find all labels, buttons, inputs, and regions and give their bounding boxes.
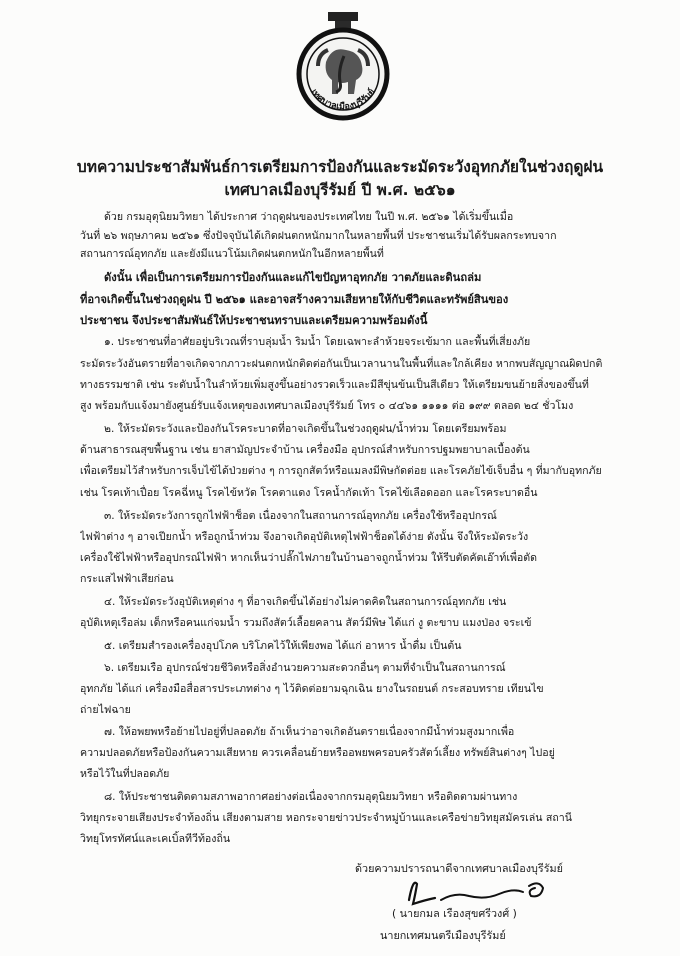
item-8-line: วิทยุกระจายเสียงประจำท้องถิ่น เสียงตามสาย หอกระจายข่าวประจำหมู่บ้านและเครือข่ายวิทยุสมัครเล่น สถานี <box>80 812 572 824</box>
item-2-line: เช่น โรคเท้าเปื่อย โรคฉี่หนู โรคไข้หวัด โรคตาแดง โรคน้ำกัดเท้า โรคไข้เลือดออก และโรคระบาดอื่น <box>80 487 538 499</box>
item-3-line: เครื่องใช้ไฟฟ้าหรืออุปกรณ์ไฟฟ้า หากเห็นว่าปลั๊กไฟภายในบ้านอาจถูกน้ำท่วม ให้รีบตัดคัตเอ๊าท์เพื่อตัด <box>80 552 538 564</box>
item-6-line: ๖. เตรียมเรือ อุปกรณ์ช่วยชีวิตหรือสิ่งอำนวยความสะดวกอื่นๆ ตามที่จำเป็นในสถานการณ์ <box>104 662 506 674</box>
purpose-line: ดังนั้น เพื่อเป็นการเตรียมการป้องกันและแก้ไขปัญหาอุทกภัย วาตภัยและดินถล่ม <box>104 271 482 284</box>
item-1-line: ๑. ประชาชนที่อาศัยอยู่บริเวณที่ราบลุ่มน้ำ ริมน้ำ โดยเฉพาะลำห้วยจระเข้มาก และพื้นที่เสี่ยงภัย <box>104 336 531 348</box>
item-2-line: ๒. ให้ระมัดระวังและป้องกันโรคระบาดที่อาจเกิดขึ้นในช่วงฤดูฝน/น้ำท่วม โดยเตรียมพร้อม <box>104 423 507 435</box>
item-6-line: ถ่ายไฟฉาย <box>80 704 131 716</box>
item-6-line: อุทกภัย ได้แก่ เครื่องมือสื่อสารประเภทต่าง ๆ ไว้ติดต่อยามฉุกเฉิน ยางในรถยนต์ กระสอบทราย เทียนไข <box>80 683 544 695</box>
item-1-line: ทางธรรมชาติ เช่น ระดับน้ำในลำห้วยเพิ่มสูงขึ้นอย่างรวดเร็วและมีสีขุ่นข้นเป็นสีเดียว ให้เตรียมขนย้ายสิ่งของขึ้นที่ <box>80 379 589 391</box>
intro-line: ด้วย กรมอุตุนิยมวิทยา ได้ประกาศ ว่าฤดูฝนของประเทศไทย ในปี พ.ศ. ๒๕๖๑ ได้เริ่มขึ้นเมื่อ <box>104 211 514 223</box>
item-8-line: วิทยุโทรทัศน์และเคเบิ้ลทีวีท้องถิ่น <box>80 833 231 845</box>
intro-line: สถานการณ์อุทกภัย และยังมีแนวโน้มเกิดฝนตกหนักในอีกหลายพื้นที่ <box>80 248 384 260</box>
item-2-line: เพื่อเตรียมไว้สำหรับการเจ็บไข้ได้ป่วยต่าง ๆ การถูกสัตว์หรือแมลงมีพิษกัดต่อย และโรคภัยไข้เจ็บอื่น ๆ ที่มากับอุทกภัย <box>80 465 602 477</box>
item-8-line: ๘. ให้ประชาชนติดตามสภาพอากาศอย่างต่อเนื่องจากกรมอุตุนิยมวิทยา หรือติดตามผ่านทาง <box>104 791 518 803</box>
item-7-line: หรือไว้ในที่ปลอดภัย <box>80 768 170 780</box>
purpose-line: ประชาชน จึงประชาสัมพันธ์ให้ประชาชนทราบและเตรียมความพร้อมดังนี้ <box>80 314 428 327</box>
closing-line: ด้วยความปรารถนาดีจากเทศบาลเมืองบุรีรัมย์ <box>355 862 563 875</box>
svg-text:เทศบาลเมืองบุรีรัมย์: เทศบาลเมืองบุรีรัมย์ <box>308 87 378 113</box>
item-3-line: ไฟฟ้าต่าง ๆ อาจเปียกน้ำ หรือถูกน้ำท่วม จึงอาจเกิดอุบัติเหตุไฟฟ้าช็อตได้ง่าย ดังนั้น จึงให้ระมัดระวัง <box>80 531 529 543</box>
signer-position: นายกเทศมนตรีเมืองบุรีรัมย์ <box>380 929 506 942</box>
item-4-line: อุบัติเหตุเรือล่ม เด็กหรือคนแก่จมน้ำ รวมถึงสัตว์เลื้อยคลาน สัตว์มีพิษ ได้แก่ งู ตะขาบ แมงป่อง จระเข้ <box>80 617 532 629</box>
signer-name: ( นายกมล เรืองสุขศรีวงศ์ ) <box>392 907 517 920</box>
document-title-line-1: บทความประชาสัมพันธ์การเตรียมการป้องกันและระมัดระวังอุทกภัยในช่วงฤดูฝน <box>76 158 604 176</box>
municipal-seal-logo <box>288 10 398 122</box>
item-7-line: ๗. ให้อพยพหรือย้ายไปอยู่ที่ปลอดภัย ถ้าเห็นว่าอาจเกิดอันตรายเนื่องจากมีน้ำท่วมสูงมากเพื่อ <box>104 726 515 738</box>
item-4-line: ๔. ให้ระมัดระวังอุบัติเหตุต่าง ๆ ที่อาจเกิดขึ้นได้อย่างไม่คาดคิดในสถานการณ์อุทกภัย เช่น <box>104 596 507 608</box>
item-2-line: ด้านสาธารณสุขพื้นฐาน เช่น ยาสามัญประจำบ้าน เครื่องมือ อุปกรณ์สำหรับการปฐมพยาบาลเบื้องต้น <box>80 444 530 456</box>
item-3-line: กระแสไฟฟ้าเสียก่อน <box>80 573 174 585</box>
item-3-line: ๓. ให้ระมัดระวังการถูกไฟฟ้าช็อต เนื่องจากในสถานการณ์อุทกภัย เครื่องใช้หรืออุปกรณ์ <box>104 510 497 522</box>
item-1-line: สูง พร้อมกับแจ้งมายังศูนย์รับแจ้งเหตุของเทศบาลเมืองบุรีรัมย์ โทร ๐ ๔๔๖๑ ๑๑๑๑ ต่อ ๑๙๙ ตลอด ๒๔ ชั่วโมง <box>80 400 574 412</box>
item-1-line: ระมัดระวังอันตรายที่อาจเกิดจากภาวะฝนตกหนักติดต่อกันเป็นเวลานานในพื้นที่และใกล้เคียง หากพบสัญญาณผิดปกติ <box>80 358 603 370</box>
document-title-line-2: เทศบาลเมืองบุรีรัมย์ ปี พ.ศ. ๒๕๖๑ <box>224 181 456 199</box>
intro-line: วันที่ ๒๖ พฤษภาคม ๒๕๖๑ ซึ่งปัจจุบันได้เกิดฝนตกหนักมากในหลายพื้นที่ ประชาชนเริ่มได้รับผลกระทบจาก <box>80 230 557 242</box>
purpose-line: ที่อาจเกิดขึ้นในช่วงฤดูฝน ปี ๒๕๖๑ และอาจสร้างความเสียหายให้กับชีวิตและทรัพย์สินของ <box>80 293 509 306</box>
item-7-line: ความปลอดภัยหรือป้องกันความเสียหาย ควรเคลื่อนย้ายหรืออพยพครอบครัวสัตว์เลี้ยง ทรัพย์สินต่างๆ ไปอยู่ <box>80 747 555 759</box>
item-5-line: ๕. เตรียมสำรองเครื่องอุปโภค บริโภคไว้ให้เพียงพอ ได้แก่ อาหาร น้ำดื่ม เป็นต้น <box>104 640 462 652</box>
